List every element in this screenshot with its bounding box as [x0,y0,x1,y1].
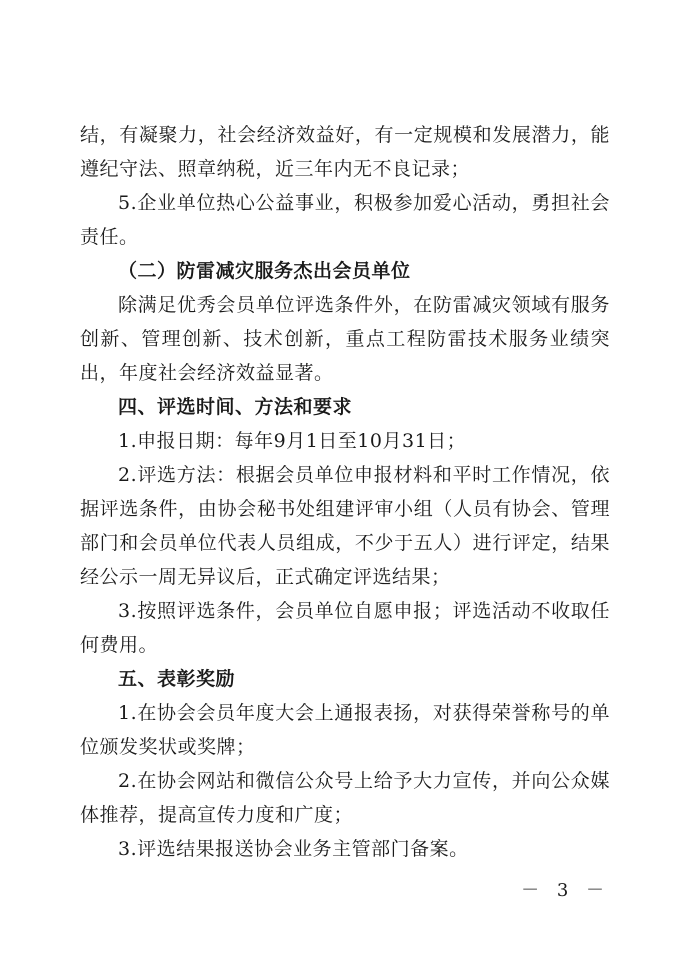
paragraph-award-2: 2.在协会网站和微信公众号上给予大力宣传，并向公众媒体推荐，提高宣传力度和广度； [80,770,610,826]
paragraph-voluntary: 3.按照评选条件，会员单位自愿申报；评选活动不收取任何费用。 [80,600,610,656]
paragraph-deadline: 1.申报日期：每年9月1日至10月31日； [118,430,467,452]
paragraph-criterion-5: 5.企业单位热心公益事业，积极参加爱心活动，勇担社会责任。 [80,192,610,248]
paragraph-criteria-continuation: 结，有凝聚力，社会经济效益好，有一定规模和发展潜力，能遵纪守法、照章纳税，近三年内无不良记录； [80,124,610,180]
document-body [80,118,610,866]
paragraph-award-3: 3.评选结果报送协会业务主管部门备案。 [118,838,469,860]
paragraph-outstanding-criteria: 除满足优秀会员单位评选条件外，在防雷减灾领域有服务创新、管理创新、技术创新，重点工程防雷技术服务业绩突出，年度社会经济效益显著。 [80,294,610,384]
subheading-outstanding-member: （二）防雷减灾服务杰出会员单位 [118,260,411,282]
heading-section-4: 四、评选时间、方法和要求 [118,396,353,418]
paragraph-award-1: 1.在协会会员年度大会上通报表扬，对获得荣誉称号的单位颁发奖状或奖牌； [80,702,610,758]
heading-section-5: 五、表彰奖励 [118,668,236,690]
page-number: － 3 － [521,880,610,901]
paragraph-method: 2.评选方法：根据会员单位申报材料和平时工作情况，依据评选条件，由协会秘书处组建评审小组（人员有协会、管理部门和会员单位代表人员组成，不少于五人）进行评定，结果经公示一周无异议后，正式确定评选结果； [80,464,610,588]
